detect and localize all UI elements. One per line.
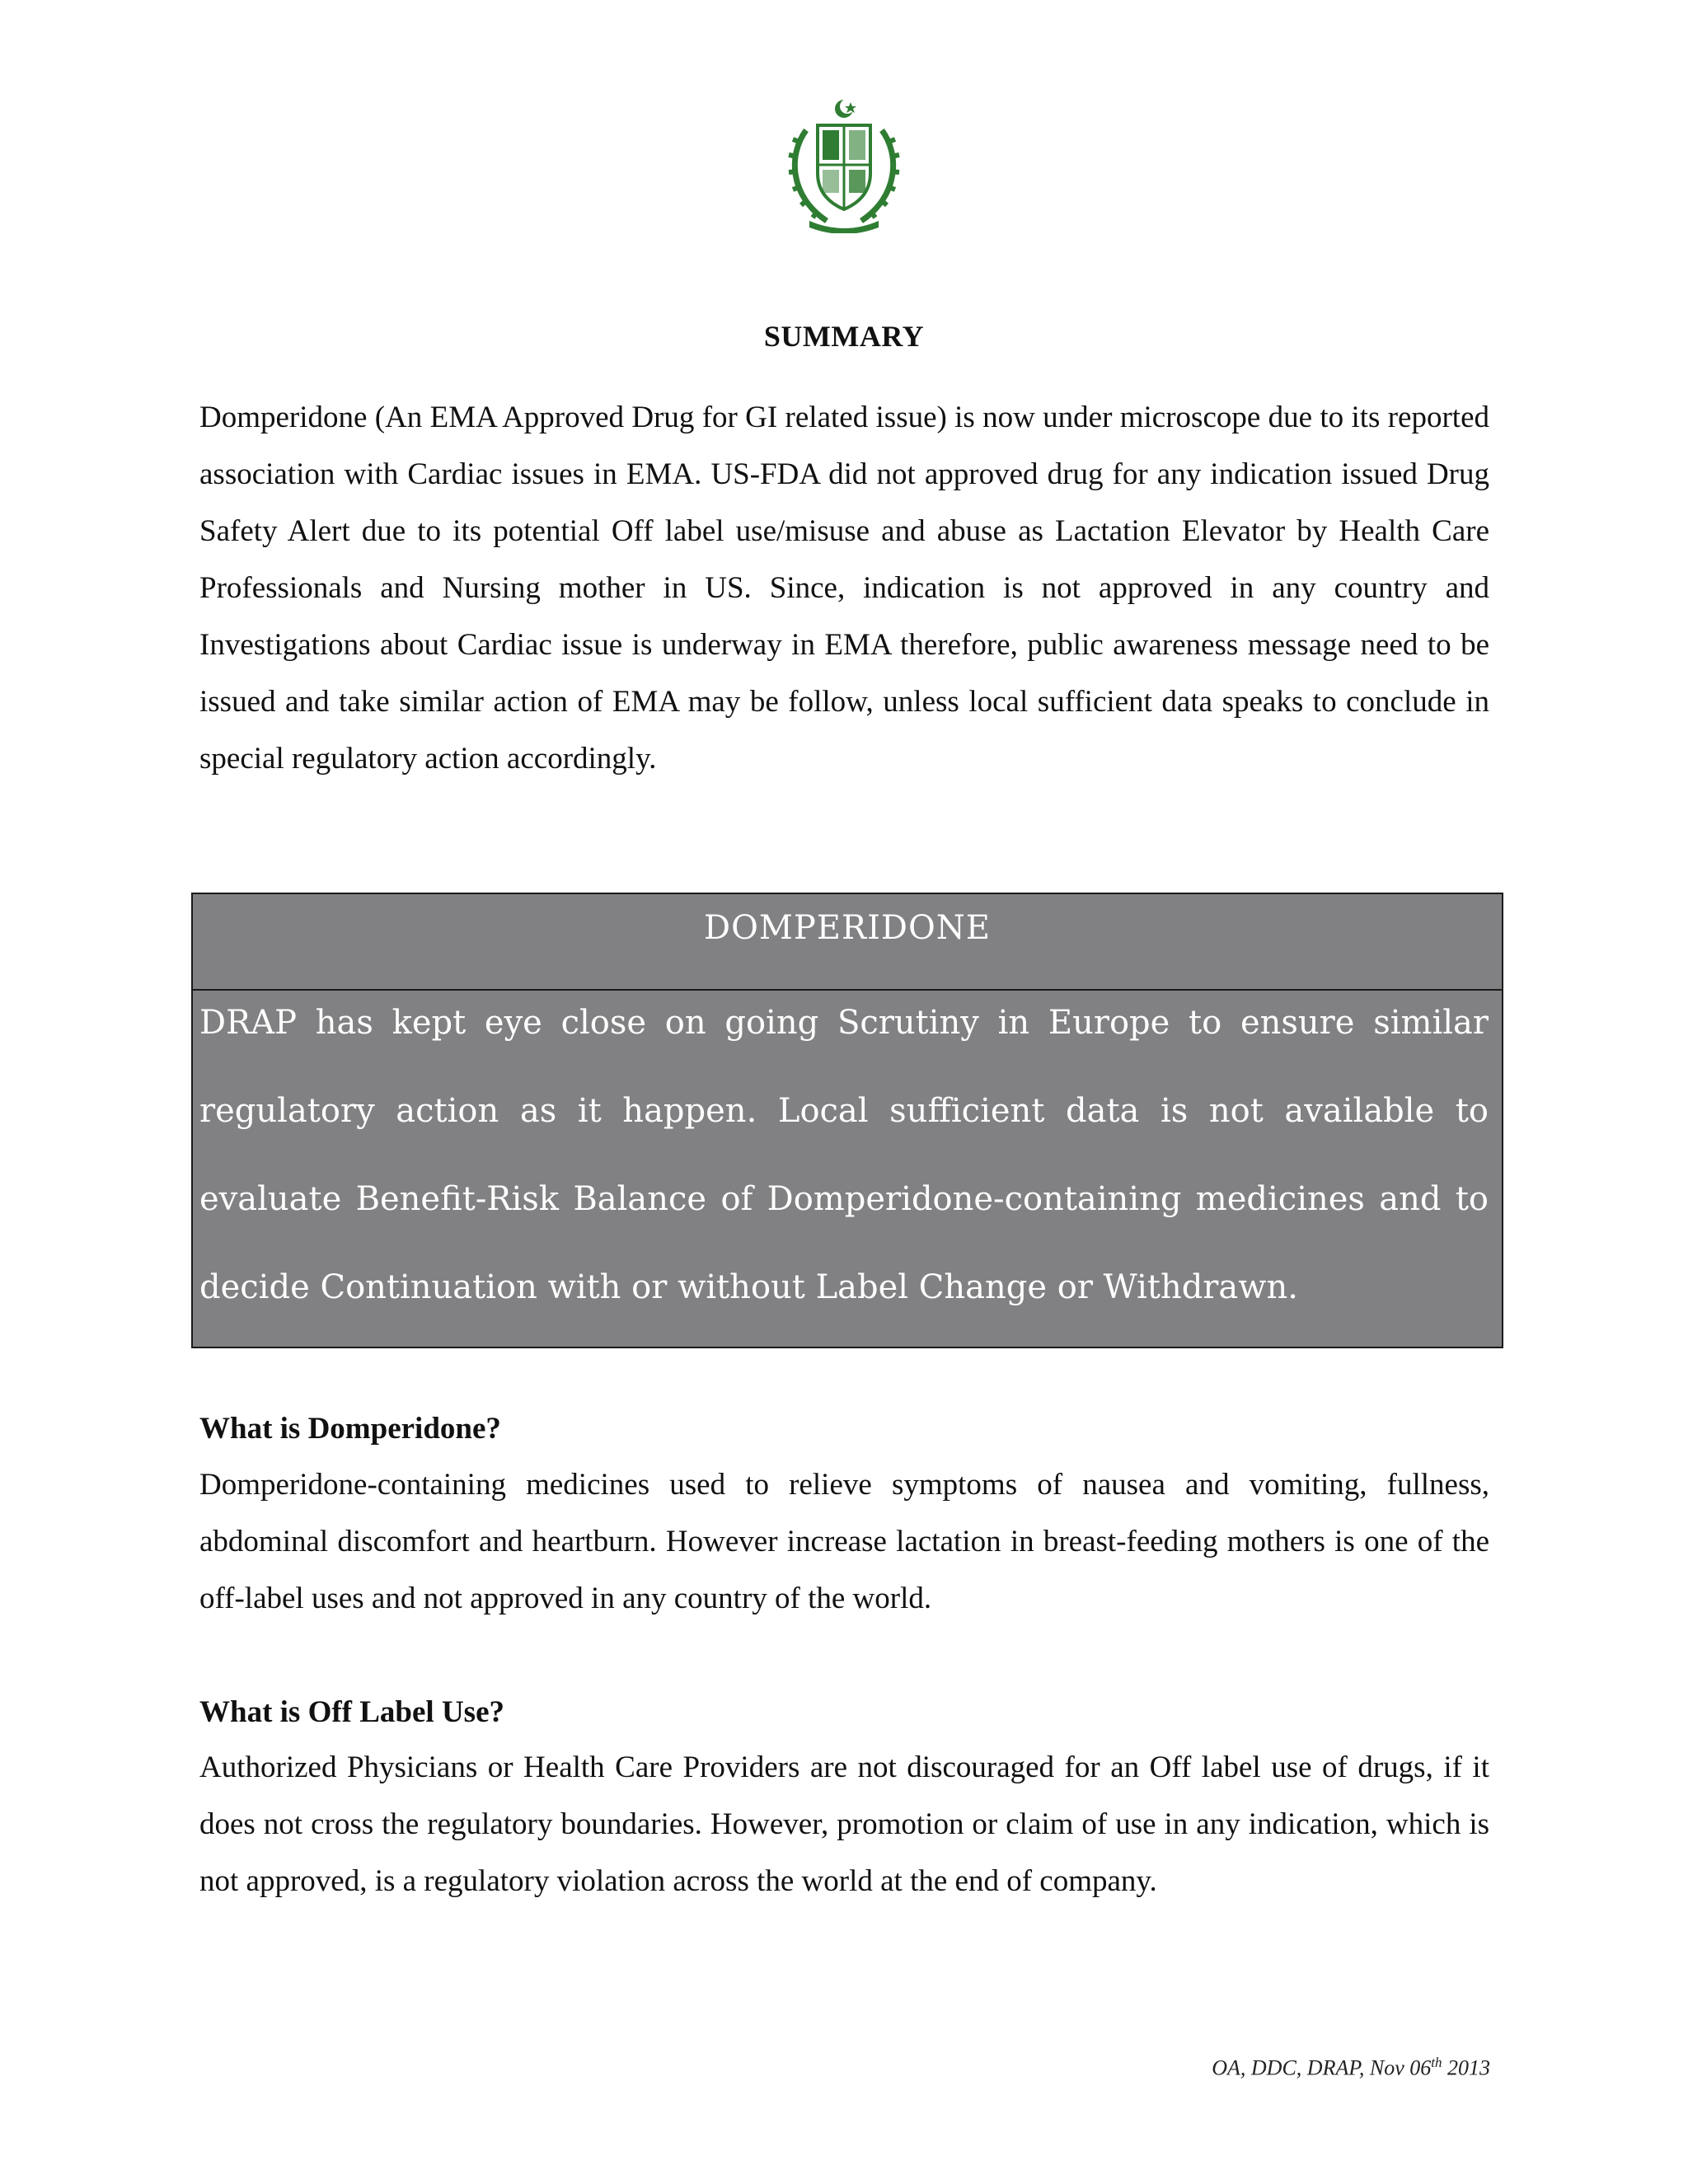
state-emblem-icon bbox=[781, 97, 907, 233]
footer-signature bbox=[1212, 2049, 1490, 2083]
domperidone-notice-box bbox=[191, 893, 1503, 1348]
notice-box-title: DOMPERIDONE bbox=[193, 894, 1502, 991]
footer-superscript: th bbox=[1431, 2055, 1442, 2070]
footer-prefix: OA, DDC, DRAP, Nov 06 bbox=[1212, 2055, 1432, 2080]
notice-box-text: DRAP has kept eye close on going Scrutiny in Europe to ensure similar regulatory action as it happen. Local sufficient data is not available to evaluate Benefit-Risk Balance of Domperidone-containing medicines and to decide Continuation with or without Label Change or Withdrawn. bbox=[199, 1004, 1489, 1306]
section-heading-what-is-domperidone: What is Domperidone? bbox=[199, 1412, 501, 1446]
section-text-off-label-use: Authorized Physicians or Health Care Providers are not discouraged for an Off label use of drugs, if it does not cross the regulatory boundaries. However, promotion or claim of use in any indication, which is not approved, is a regulatory violation across the world at the end of company. bbox=[199, 1750, 1489, 1898]
summary-paragraph: Domperidone (An EMA Approved Drug for GI related issue) is now under microscope due to its reported association with Cardiac issues in EMA. US-FDA did not approved drug for any indication issued Drug Safety Alert due to its potential Off label use/misuse and abuse as Lactation Elevator by Health Care Professionals and Nursing mother in US. Since, indication is not approved in any country and Investigations about Cardiac issue is underway in EMA therefore, public awareness message need to be issued and take similar action of EMA may be follow, unless local sufficient data speaks to conclude in special regulatory action accordingly. bbox=[199, 401, 1489, 776]
section-text-what-is-domperidone: Domperidone-containing medicines used to relieve symptoms of nausea and vomiting, fullness, abdominal discomfort and heartburn. However increase lactation in breast-feeding mothers is one of the off-label uses and not approved in any country of the world. bbox=[199, 1468, 1489, 1615]
summary-heading: SUMMARY bbox=[763, 320, 925, 353]
section-heading-off-label-use: What is Off Label Use? bbox=[199, 1695, 504, 1729]
footer-year: 2013 bbox=[1442, 2055, 1490, 2080]
